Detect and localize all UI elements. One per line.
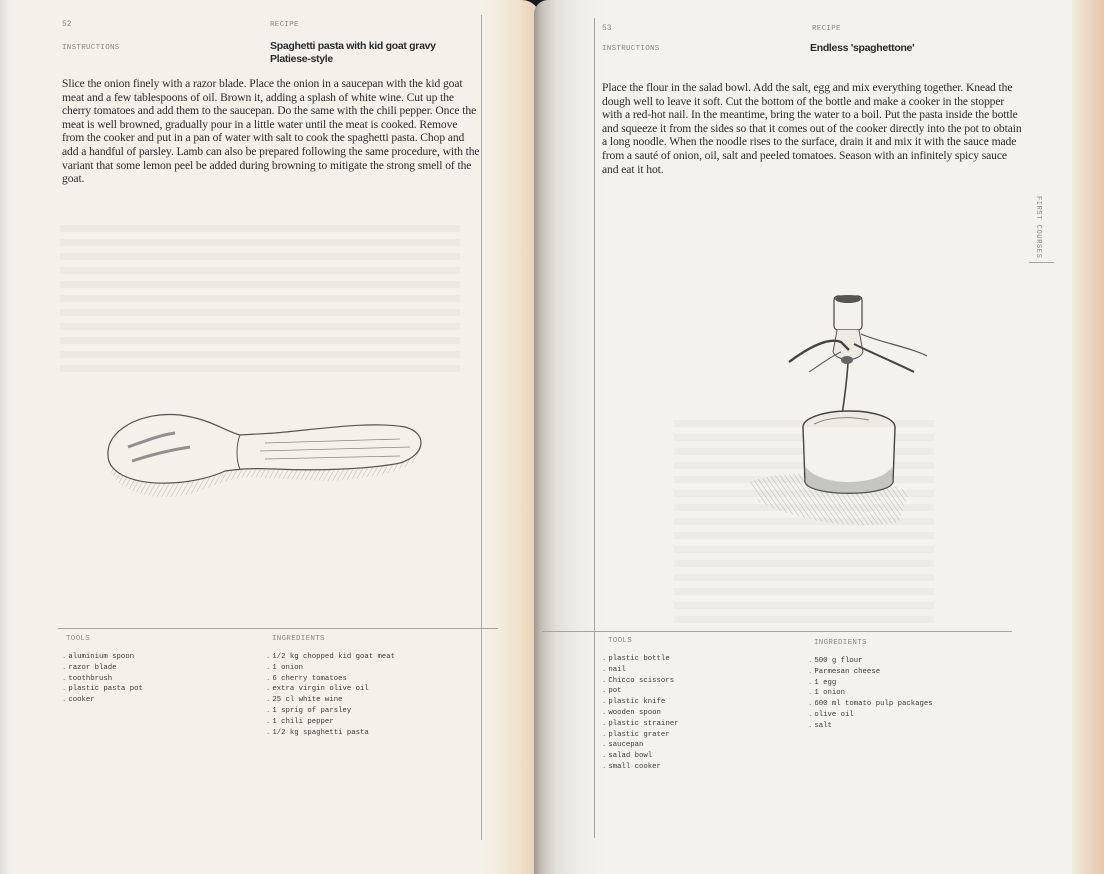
tools-list: [62, 652, 143, 706]
ingredient-item: . 1 onion: [808, 688, 933, 699]
tool-item: . razor blade: [62, 663, 143, 674]
ingredient-item: . 1/2 kg chopped kid goat meat: [266, 652, 395, 663]
show-through-text: [60, 225, 460, 375]
ingredients-list: [266, 652, 395, 738]
right-page: [534, 0, 1104, 874]
ingredient-item: . 1 egg: [808, 678, 933, 689]
page-number: 53: [602, 24, 612, 33]
tool-item: . plastic bottle: [602, 654, 678, 665]
recipe-title: [270, 40, 436, 66]
tool-item: . plastic grater: [602, 730, 678, 741]
column-rule: [481, 15, 482, 840]
column-rule: [594, 18, 595, 838]
left-page: [0, 0, 540, 874]
ingredient-item: . 1 sprig of parsley: [266, 706, 395, 717]
tool-item: . aluminium spoon: [62, 652, 143, 663]
section-divider: [58, 628, 498, 629]
tool-item: . toothbrush: [62, 674, 143, 685]
tool-item: . Chicco scissors: [602, 676, 678, 687]
ingredients-list: [808, 656, 933, 732]
recipe-title-line1: Spaghetti pasta with kid goat gravy: [270, 40, 436, 52]
tools-list: [602, 654, 678, 773]
tool-item: . saucepan: [602, 740, 678, 751]
page-number: 52: [62, 20, 72, 29]
tool-item: . wooden spoon: [602, 708, 678, 719]
instructions-body: Place the flour in the salad bowl. Add the salt, egg and mix everything together. Knead the dough well to leave it soft. Cut the bottom of the bottle and make a cooker in the stopper with a red-hot nail. In the meantime, bring the water to a boil. Put the pasta inside the bottle and squeeze it from the sides so that it comes out of the cooker directly into the pot to obtain a long noodle. When the noodle rises to the surface, drain it and mix it with the sauce made from a sauté of onion, oil, salt and peeled tomatoes. Season with an infinitely spicy sauce and eat it hot.: [602, 81, 1022, 176]
instructions-body: Slice the onion finely with a razor blade. Place the onion in a saucepan with the kid goat meat and a few tablespoons of oil. Brown it, adding a splash of white wine. Cut up the cherry tomatoes and add them to the saucepan. Do the same with the chili pepper. Once the meat is well browned, gradually pour in a little water until the meat is cooked. Remove from the cooker and put in a pan of water with salt to cook the spaghetti pasta. Chop and add a handful of parsley. Lamb can also be prepared following the same procedure, with the variant that some lemon peel be added during browning to mitigate the strong smell of the goat.: [62, 77, 480, 186]
tool-item: . nail: [602, 665, 678, 676]
tools-label: TOOLS: [66, 635, 91, 643]
ingredient-item: . Parmesan cheese: [808, 667, 933, 678]
ingredient-item: . 25 cl white wine: [266, 695, 395, 706]
spoon-illustration: [100, 405, 430, 520]
ingredients-label: INGREDIENTS: [272, 635, 325, 643]
side-tab-rule: [1029, 262, 1054, 263]
ingredient-item: . olive oil: [808, 710, 933, 721]
tool-item: . salad bowl: [602, 751, 678, 762]
ingredient-item: . salt: [808, 721, 933, 732]
tool-item: . plastic strainer: [602, 719, 678, 730]
ingredient-item: . 500 g flour: [808, 656, 933, 667]
ingredient-item: . 600 ml tomato pulp packages: [808, 699, 933, 710]
instructions-label: INSTRUCTIONS: [62, 44, 120, 52]
recipe-title-line2: Platiese-style: [270, 53, 333, 65]
ingredients-label: INGREDIENTS: [814, 639, 867, 647]
ingredient-item: . 6 cherry tomatoes: [266, 674, 395, 685]
tool-item: . plastic knife: [602, 697, 678, 708]
ingredient-item: . extra virgin olive oil: [266, 684, 395, 695]
instructions-label: INSTRUCTIONS: [602, 45, 660, 53]
tools-label: TOOLS: [608, 637, 633, 645]
ingredient-item: . 1 onion: [266, 663, 395, 674]
tool-item: . plastic pasta pot: [62, 684, 143, 695]
section-side-tab: FIRST COURSES: [1034, 196, 1042, 259]
section-label: RECIPE: [812, 25, 841, 33]
section-divider: [542, 631, 1012, 632]
ingredient-item: . 1 chili pepper: [266, 717, 395, 728]
section-label: RECIPE: [270, 21, 299, 29]
tool-item: . pot: [602, 686, 678, 697]
bottle-pot-illustration: [749, 292, 949, 532]
page-edge: [1072, 0, 1104, 874]
recipe-title: Endless 'spaghettone': [810, 42, 915, 54]
tool-item: . cooker: [62, 695, 143, 706]
ingredient-item: . 1/2 kg spaghetti pasta: [266, 728, 395, 739]
tool-item: . small cooker: [602, 762, 678, 773]
